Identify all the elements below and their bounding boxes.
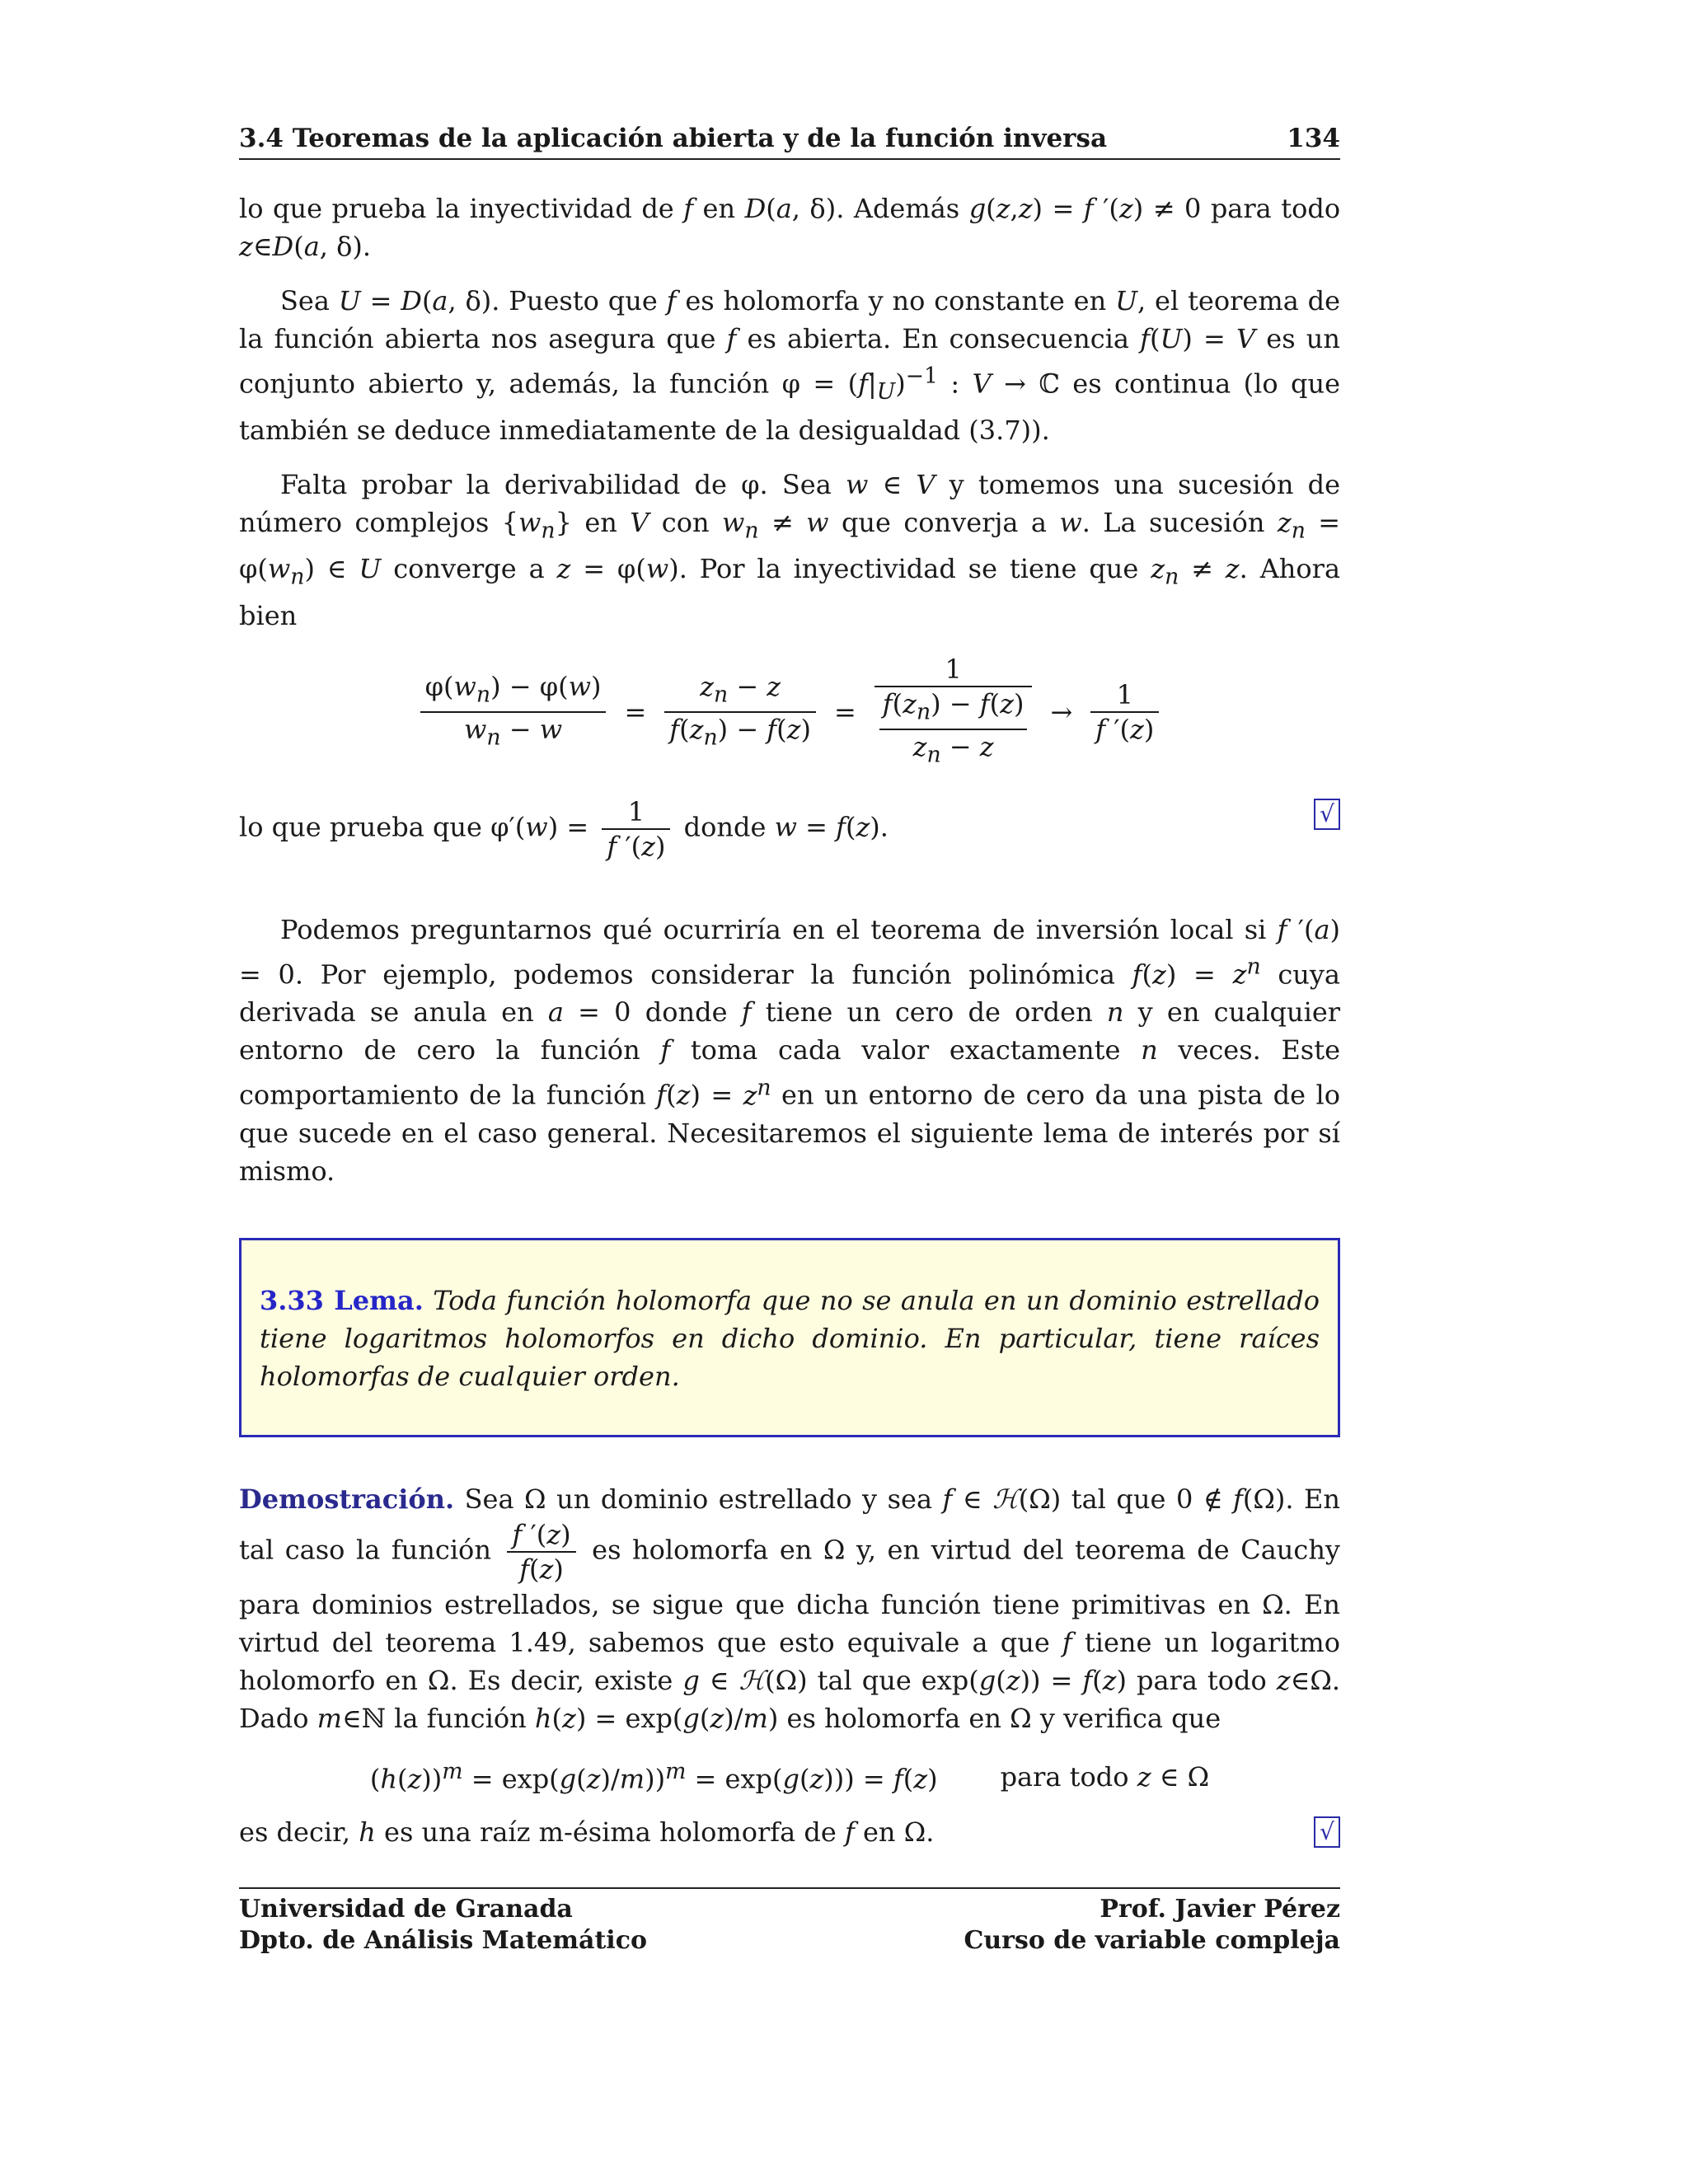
lemma-box <box>239 1238 1340 1437</box>
proof-title: Demostración. <box>239 1483 455 1515</box>
paragraph-open-map: Sea U = D(a, δ). Puesto que f es holomorfa y no constante en U, el teorema de la función abierta nos asegura que f es abierta. En consecuencia f(U) = V es un conjunto abierto y, además, la función $\varphi = (f|_U)^{-1}$ : V → ℂ es continua (lo que también se deduce inmediatamente de la desigualdad (3.7)). <box>239 285 1341 447</box>
equation-difference-quotient: $\frac{\varphi(w_n) - \varphi(w)}{w_n - w}$ = $\frac{z_n - z}{f(z_n) - f(z)}$ = 1 $f(z_n) - f(z)$ $z_n - z$ → $\frac{1}{f '(z)}$ <box>239 653 1340 772</box>
paragraph-derivability: Falta probar la derivabilidad de φ. Sea w ∈ V y tomemos una sucesión de número complejos $\{w_n\}$ en V con $w_n \ne w$ que converja a w. La sucesión $z_n = \varphi(w_n)$ ∈ U converge a z = φ(w). Por la inyectividad se tiene que $z_n \ne z$. Ahora bien <box>239 469 1341 631</box>
paragraph-derivative-result: lo que prueba que φ′(w) = $\frac{1}{f '(z)}$ donde w = f(z). √ <box>239 795 1340 863</box>
footer-left: Universidad de Granada Dpto. de Análisis Matemático <box>239 1895 647 1955</box>
paragraph-proof-end: es decir, h es una raíz m-ésima holomorfa de f en Ω. √ <box>239 1813 1340 1851</box>
qed-box-icon: √ <box>1314 1816 1340 1848</box>
page-footer <box>239 1887 1340 1957</box>
paragraph-local-inversion: Podemos preguntarnos qué ocurriría en el teorema de inversión local si f ′(a) = 0. Por ejemplo, podemos considerar la función polinómica $f(z) = z^n$ cuya derivada se anula en a = 0 donde f tiene un cero de orden n y en cualquier entorno de cero la función f toma cada valor exactamente n veces. Este comportamiento de la función $f(z) = z^n$ en un entorno de cero da una pista de lo que sucede en el caso general. Necesitaremos el siguiente lema de interés por sí mismo. <box>239 913 1341 1187</box>
paragraph-proof: Demostración. Sea Ω un dominio estrellado y sea f ∈ ℋ(Ω) tal que 0 ∉ f(Ω). En tal caso la función $\frac{f '(z)}{f(z)}$ es holomorfa en Ω y, en virtud del teorema de Cauchy para dominios estrellados, se sigue que dicha función tiene primitivas en Ω. En virtud del teorema 1.49, sabemos que esto equivale a que f tiene un logaritmo holomorfo en Ω. Es decir, existe g ∈ ℋ(Ω) tal que exp(g(z)) = f(z) para todo z∈Ω. Dado m∈ℕ la función h(z) = exp(g(z)/m) es holomorfa en Ω y verifica que <box>239 1483 1341 1734</box>
footer-right: Prof. Javier Pérez Curso de variable compleja <box>964 1895 1340 1955</box>
page-number: 134 <box>1287 124 1340 153</box>
section-title: 3.4 Teoremas de la aplicación abierta y de la función inversa <box>239 124 1108 153</box>
running-header <box>239 124 1340 160</box>
lemma-statement: Toda función holomorfa que no se anula en un dominio estrellado tiene logaritmos holomorfos en dicho dominio. En particular, tiene raíces holomorfas de cualquier orden. <box>260 1284 1320 1392</box>
qed-box-icon: √ <box>1314 799 1340 830</box>
paragraph-injectivity: lo que prueba la inyectividad de f en D(a, δ). Además g(z,z) = f ′(z) ≠ 0 para todo z∈D(a, δ). <box>239 193 1341 262</box>
equation-root: $(h(z))^m = \exp(g(z)/m))^m = \exp(g(z))) = f(z)$ para todo z ∈ Ω <box>369 1758 1210 1795</box>
lemma-title: 3.33 Lema. <box>260 1284 424 1316</box>
page <box>239 124 1340 1851</box>
